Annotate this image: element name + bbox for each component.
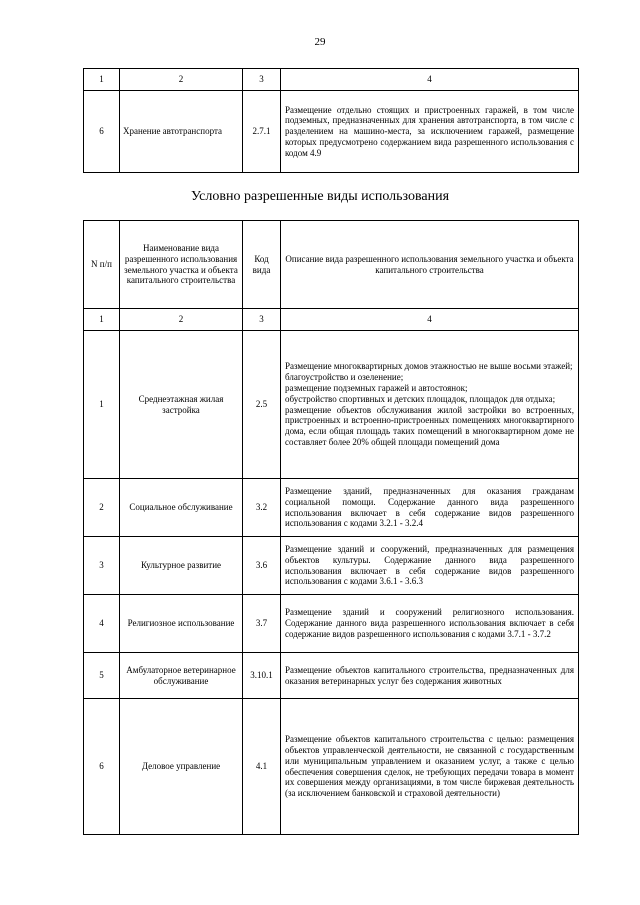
table-row bbox=[84, 537, 579, 595]
row-number: 2 bbox=[84, 479, 120, 537]
column-number: 1 bbox=[84, 69, 120, 91]
row-code: 3.10.1 bbox=[243, 653, 281, 699]
table-row bbox=[84, 91, 579, 173]
page-number: 29 bbox=[314, 36, 326, 48]
row-name: Культурное развитие bbox=[120, 537, 243, 595]
row-code: 3.7 bbox=[243, 595, 281, 653]
description-line: Размещение зданий, предназначенных для оказания гражданам социальной помощи. Содержание данного вида разрешенного использования включает в себя содержание видов разрешенного использования с кодами 3.2.1 - 3.2.4 bbox=[285, 485, 574, 529]
description-line: обустройство спортивных и детских площадок, площадок для отдыха; bbox=[285, 393, 556, 404]
main-table-header-row bbox=[84, 221, 579, 309]
row-code: 3.6 bbox=[243, 537, 281, 595]
row-number: 1 bbox=[84, 331, 120, 479]
table-row bbox=[84, 331, 579, 479]
column-header: Описание вида разрешенного использования земельного участка и объекта капитального строительства bbox=[281, 221, 579, 309]
row-number: 6 bbox=[84, 91, 120, 173]
row-name: Религиозное использование bbox=[120, 595, 243, 653]
description-line: Размещение отдельно стоящих и пристроенных гаражей, в том числе подземных, предназначенных для хранения автотранспорта, в том числе с разделением на машино-места, за исключением гаражей, размещение которых предусмотрено содержанием вида разрешенного использования с кодом 4.9 bbox=[285, 104, 574, 158]
table-row bbox=[84, 479, 579, 537]
row-description bbox=[281, 595, 579, 653]
description-line: Размещение многоквартирных домов этажностью не выше восьми этажей; bbox=[285, 361, 573, 372]
row-description bbox=[281, 91, 579, 173]
row-description bbox=[281, 479, 579, 537]
section-title: Условно разрешенные виды использования bbox=[190, 189, 450, 204]
row-description bbox=[281, 653, 579, 699]
row-code: 2.7.1 bbox=[243, 91, 281, 173]
description-line: Размещение зданий и сооружений религиозного использования. Содержание данного вида разрешенного использования включает в себя содержание видов разрешенного использования с кодами 3.7.1 - 3.7.2 bbox=[285, 607, 574, 639]
description-line: Размещение зданий и сооружений, предназначенных для размещения объектов культуры. Содержание данного вида разрешенного использования включает в себя содержание видов разрешенного использования с кодами 3.6.1 - 3.6.3 bbox=[285, 543, 574, 587]
top-table-numbering-row bbox=[84, 69, 579, 91]
column-number: 4 bbox=[281, 69, 579, 91]
table-row bbox=[84, 699, 579, 835]
row-number: 6 bbox=[84, 699, 120, 835]
main-table bbox=[83, 220, 579, 835]
row-number: 5 bbox=[84, 653, 120, 699]
row-number: 3 bbox=[84, 537, 120, 595]
row-code: 4.1 bbox=[243, 699, 281, 835]
row-description bbox=[281, 331, 579, 479]
column-number: 2 bbox=[120, 69, 243, 91]
row-description bbox=[281, 699, 579, 835]
row-description bbox=[281, 537, 579, 595]
row-name: Социальное обслуживание bbox=[120, 479, 243, 537]
description-line: Размещение объектов капитального строительства, предназначенных для оказания ветеринарных услуг без содержания животных bbox=[285, 664, 574, 686]
column-number: 2 bbox=[120, 309, 243, 331]
table-row bbox=[84, 595, 579, 653]
column-header: Наименование вида разрешенного использования земельного участка и объекта капитального строительства bbox=[120, 221, 243, 309]
main-table-numbering-row bbox=[84, 309, 579, 331]
column-number: 3 bbox=[243, 309, 281, 331]
row-code: 3.2 bbox=[243, 479, 281, 537]
row-number: 4 bbox=[84, 595, 120, 653]
row-name: Амбулаторное ветеринарное обслуживание bbox=[120, 653, 243, 699]
description-line: размещение объектов обслуживания жилой застройки во встроенных, пристроенных и встроенно-пристроенных помещениях многоквартирного дома, если общая площадь таких помещений в многоквартирном доме не составляет более 20% общей площади помещений дома bbox=[285, 404, 574, 447]
row-name: Хранение автотранспорта bbox=[120, 91, 243, 173]
description-line: Размещение объектов капитального строительства с целью: размещения объектов управленческой деятельности, не связанной с государственным или муниципальным управлением и оказанием услуг, а также с целью обеспечения совершения сделок, не требующих передачи товара в момент их совершения между организациями, в том числе биржевая деятельность (за исключением банковской и страховой деятельности) bbox=[285, 734, 574, 799]
row-name: Среднеэтажная жилая застройка bbox=[120, 331, 243, 479]
column-header: Код вида bbox=[243, 221, 281, 309]
description-line: благоустройство и озеленение; bbox=[285, 372, 404, 383]
column-header: N п/п bbox=[84, 221, 120, 309]
column-number: 3 bbox=[243, 69, 281, 91]
description-line: размещение подземных гаражей и автостоянок; bbox=[285, 382, 468, 393]
column-number: 4 bbox=[281, 309, 579, 331]
column-number: 1 bbox=[84, 309, 120, 331]
top-table bbox=[83, 68, 579, 173]
row-code: 2.5 bbox=[243, 331, 281, 479]
table-row bbox=[84, 653, 579, 699]
row-name: Деловое управление bbox=[120, 699, 243, 835]
